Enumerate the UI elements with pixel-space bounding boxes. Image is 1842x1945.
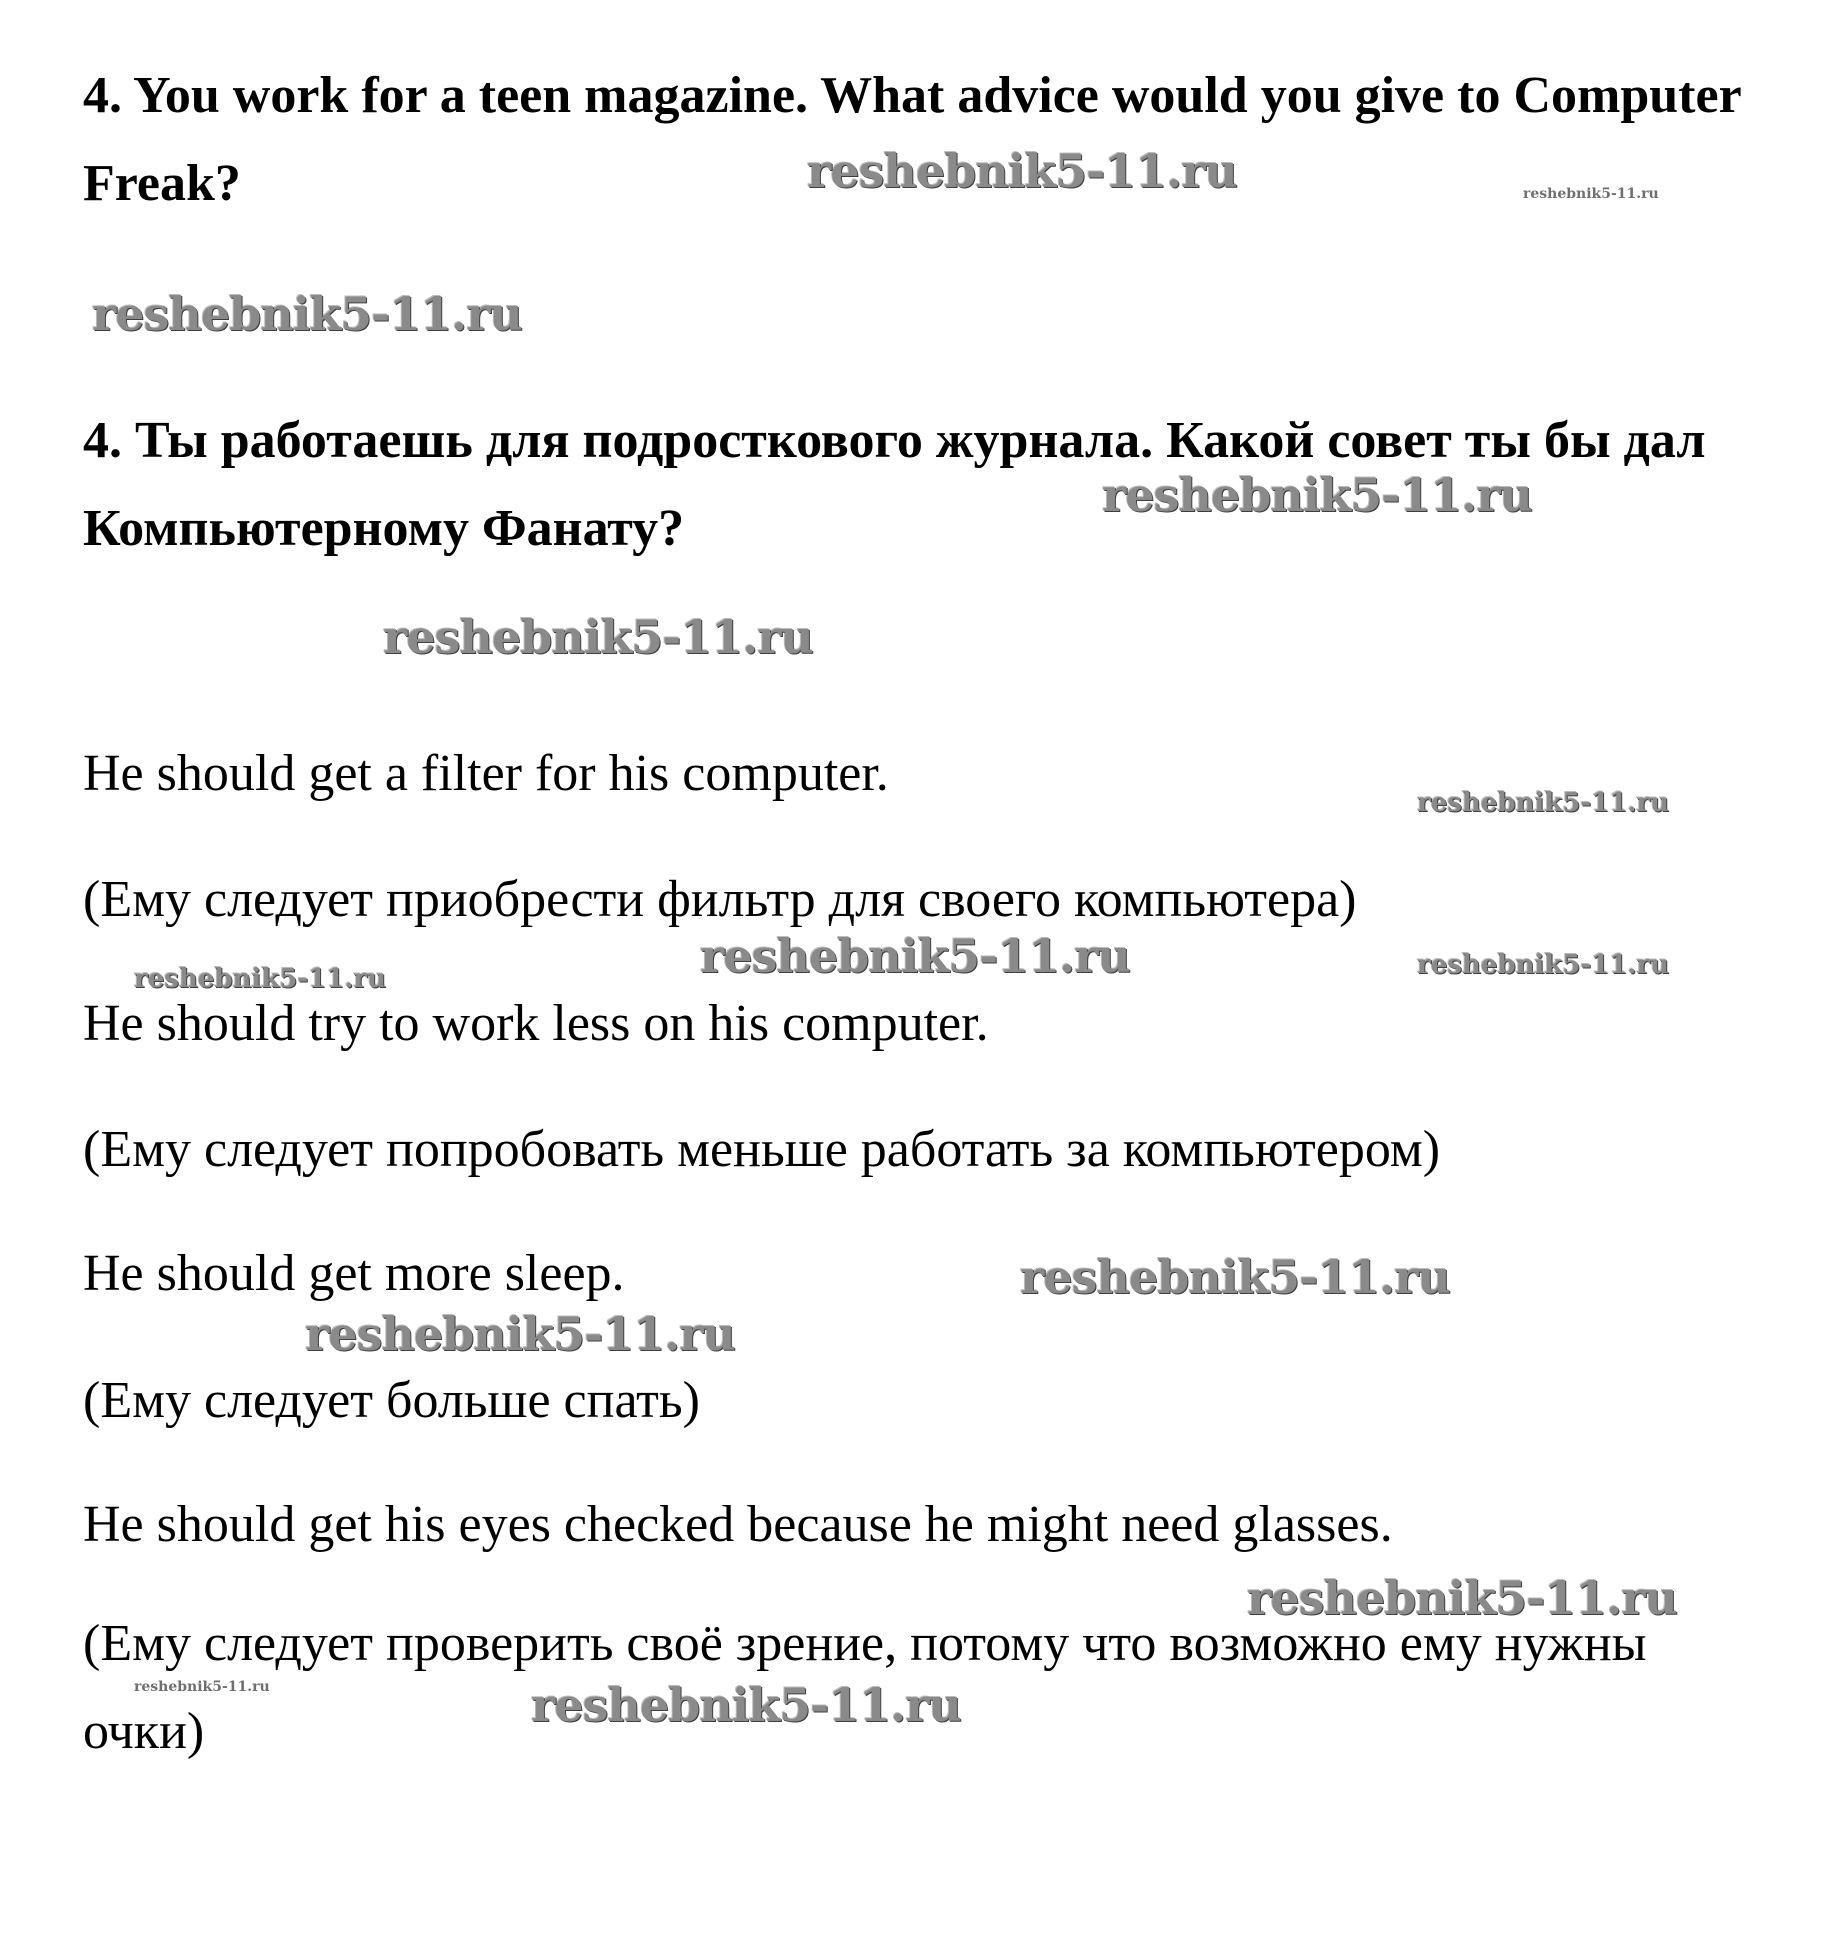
watermark: reshebnik5-11.ru [1020, 1250, 1450, 1304]
watermark: reshebnik5-11.ru [700, 929, 1130, 983]
watermark: reshebnik5-11.ru [383, 610, 813, 664]
watermark: reshebnik5-11.ru [531, 1678, 961, 1732]
watermark: reshebnik5-11.ru [1102, 468, 1532, 522]
answer-1-russian: (Ему следует приобрести фильтр для своего компьютера) [83, 871, 1357, 928]
watermark: reshebnik5-11.ru [134, 964, 387, 994]
watermark: reshebnik5-11.ru [134, 1679, 270, 1695]
watermark: reshebnik5-11.ru [807, 144, 1237, 198]
watermark: reshebnik5-11.ru [305, 1307, 735, 1361]
answer-2-english: He should try to work less on his computer. [83, 995, 989, 1052]
answer-3-russian: (Ему следует больше спать) [83, 1372, 700, 1429]
task-heading-russian: 4. Ты работаешь для подросткового журнала. Какой совет ты бы дал Компьютерному Фанату? [83, 412, 1706, 557]
answer-3-english: He should get more sleep. [83, 1245, 625, 1302]
watermark: reshebnik5-11.ru [1523, 186, 1659, 202]
answer-4-russian: (Ему следует проверить своё зрение, потому что возможно ему нужны очки) [83, 1615, 1647, 1760]
watermark: reshebnik5-11.ru [1417, 788, 1670, 818]
watermark: reshebnik5-11.ru [1417, 950, 1670, 980]
task-heading-english: 4. You work for a teen magazine. What advice would you give to Computer Freak? [83, 67, 1741, 212]
answer-2-russian: (Ему следует попробовать меньше работать за компьютером) [83, 1121, 1441, 1178]
watermark: reshebnik5-11.ru [1247, 1571, 1677, 1625]
answer-4-english: He should get his eyes checked because he might need glasses. [83, 1496, 1393, 1553]
answer-1-english: He should get a filter for his computer. [83, 745, 889, 802]
watermark: reshebnik5-11.ru [92, 287, 522, 341]
